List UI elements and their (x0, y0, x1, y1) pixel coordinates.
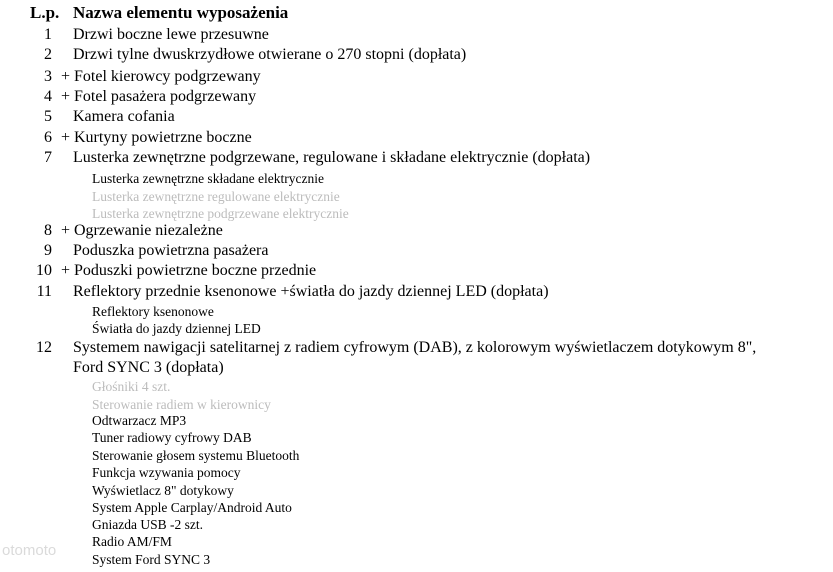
item-number: 12 (36, 339, 52, 356)
item-text: Kamera cofania (73, 108, 175, 125)
item-text-continuation: Ford SYNC 3 (dopłata) (73, 359, 224, 376)
item-number: 11 (36, 283, 52, 300)
item-number: 10 (36, 262, 52, 279)
item-number: 7 (44, 149, 52, 166)
item-number: 3 (44, 68, 52, 85)
item-text: Ogrzewanie niezależne (74, 222, 223, 239)
header-title: Nazwa elementu wyposażenia (73, 3, 289, 22)
item-plus-marker: + (61, 222, 71, 239)
item-text: Reflektory przednie ksenonowe +światła do jazdy dziennej LED (dopłata) (73, 283, 549, 300)
sub-item: Wyświetlacz 8" dotykowy (92, 483, 234, 498)
item-text: Poduszki powietrzne boczne przednie (74, 262, 317, 279)
sub-item: Gniazda USB -2 szt. (92, 517, 203, 532)
item-text: Poduszka powietrzna pasażera (73, 242, 269, 259)
item-number: 5 (44, 108, 52, 125)
list-header (30, 3, 288, 23)
sub-item: System Apple Carplay/Android Auto (92, 500, 292, 515)
item-text: Kurtyny powietrzne boczne (74, 129, 252, 146)
sub-item: Odtwarzacz MP3 (92, 413, 187, 428)
item-number: 9 (44, 242, 52, 259)
sub-item: Reflektory ksenonowe (92, 304, 214, 319)
header-lp: L.p. (30, 3, 60, 22)
sub-item: Lusterka zewnętrzne regulowane elektrycznie (92, 189, 340, 204)
watermark: otomoto (2, 542, 57, 559)
item-text: Drzwi tylne dwuskrzydłowe otwierane o 270 stopni (dopłata) (73, 46, 467, 63)
sub-item: Tuner radiowy cyfrowy DAB (92, 430, 252, 445)
sub-item: Lusterka zewnętrzne składane elektrycznie (92, 171, 324, 186)
item-text: Fotel pasażera podgrzewany (74, 88, 257, 105)
sub-item: Sterowanie głosem systemu Bluetooth (92, 448, 300, 463)
item-number: 4 (44, 88, 52, 105)
sub-item: Głośniki 4 szt. (92, 379, 171, 394)
sub-item: Radio AM/FM (92, 534, 172, 549)
item-number: 1 (44, 26, 52, 43)
sub-item: Sterowanie radiem w kierownicy (92, 397, 271, 412)
item-number: 6 (44, 129, 52, 146)
sub-item: Funkcja wzywania pomocy (92, 465, 241, 480)
sub-item: Lusterka zewnętrzne podgrzewane elektrycznie (92, 206, 349, 221)
item-number: 2 (44, 46, 52, 63)
sub-item: System Ford SYNC 3 (92, 552, 211, 567)
item-text: Drzwi boczne lewe przesuwne (73, 26, 269, 43)
item-text: Systemem nawigacji satelitarnej z radiem cyfrowym (DAB), z kolorowym wyświetlaczem dotykowym 8", (73, 339, 757, 356)
item-plus-marker: + (61, 129, 71, 146)
item-number: 8 (44, 222, 52, 239)
item-plus-marker: + (61, 68, 71, 85)
item-text: Lusterka zewnętrzne podgrzewane, regulowane i składane elektrycznie (dopłata) (73, 149, 591, 166)
item-text: Fotel kierowcy podgrzewany (74, 68, 261, 85)
item-plus-marker: + (61, 88, 71, 105)
item-plus-marker: + (61, 262, 71, 279)
sub-item: Światła do jazdy dziennej LED (92, 321, 261, 336)
